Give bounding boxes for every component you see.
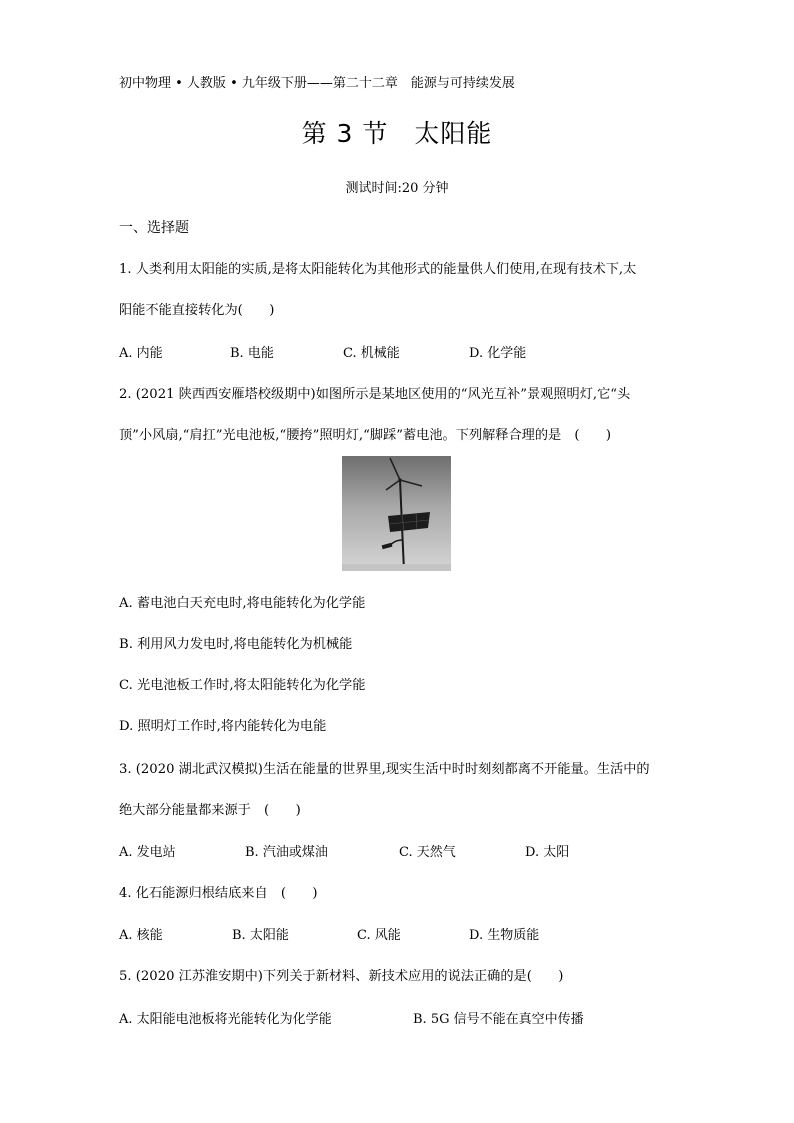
question-2-option-c: C. 光电池板工作时,将太阳能转化为化学能 [119, 678, 366, 693]
question-4-option-d: D. 生物质能 [469, 928, 540, 943]
question-5-option-b: B. 5G 信号不能在真空中传播 [413, 1012, 584, 1027]
question-1-line-1: 1. 人类利用太阳能的实质,是将太阳能转化为其他形式的能量供人们使用,在现有技术下,太 [119, 262, 637, 277]
question-1-option-b: B. 电能 [230, 346, 274, 361]
question-4-option-c: C. 风能 [357, 928, 401, 943]
question-5-option-a: A. 太阳能电池板将光能转化为化学能 [119, 1012, 332, 1027]
test-time: 测试时间:20 分钟 [345, 181, 449, 196]
section-heading: 一、选择题 [119, 220, 189, 236]
page-title: 第 3 节 太阳能 [301, 119, 493, 148]
question-3-line-2: 绝大部分能量都来源于 ( ) [119, 803, 301, 818]
question-1-option-a: A. 内能 [119, 346, 163, 361]
question-4-option-a: A. 核能 [119, 928, 163, 943]
question-1-option-d: D. 化学能 [469, 346, 527, 361]
ground [342, 564, 451, 571]
question-2-line-2: 顶”小风扇,“肩扛”光电池板,“腰挎”照明灯,“脚踩”蓄电池。下列解释合理的是 ( ) [119, 428, 612, 443]
question-5-line-1: 5. (2020 江苏淮安期中)下列关于新材料、新技术应用的说法正确的是( ) [119, 969, 564, 984]
question-2-option-b: B. 利用风力发电时,将电能转化为机械能 [119, 637, 353, 652]
question-3-option-c: C. 天然气 [399, 845, 456, 860]
question-3-option-a: A. 发电站 [119, 845, 176, 860]
page-header: 初中物理 • 人教版 • 九年级下册——第二十二章 能源与可持续发展 [119, 76, 515, 91]
question-4-line-1: 4. 化石能源归根结底来自 ( ) [119, 886, 318, 901]
question-3-option-b: B. 汽油或煤油 [245, 845, 328, 860]
question-2-option-a: A. 蓄电池白天充电时,将电能转化为化学能 [119, 596, 366, 611]
question-3-option-d: D. 太阳 [525, 845, 570, 860]
question-1-option-c: C. 机械能 [343, 346, 400, 361]
question-3-line-1: 3. (2020 湖北武汉模拟)生活在能量的世界里,现实生活中时时刻刻都离不开能量。生活中的 [119, 762, 650, 777]
question-1-line-2: 阳能不能直接转化为( ) [119, 303, 275, 318]
question-4-option-b: B. 太阳能 [232, 928, 289, 943]
question-2-option-d: D. 照明灯工作时,将内能转化为电能 [119, 719, 327, 734]
wind-solar-street-lamp-photo [342, 456, 451, 571]
question-2-line-1: 2. (2021 陕西西安雁塔校级期中)如图所示是某地区使用的“风光互补”景观照明灯,它“头 [119, 387, 631, 402]
